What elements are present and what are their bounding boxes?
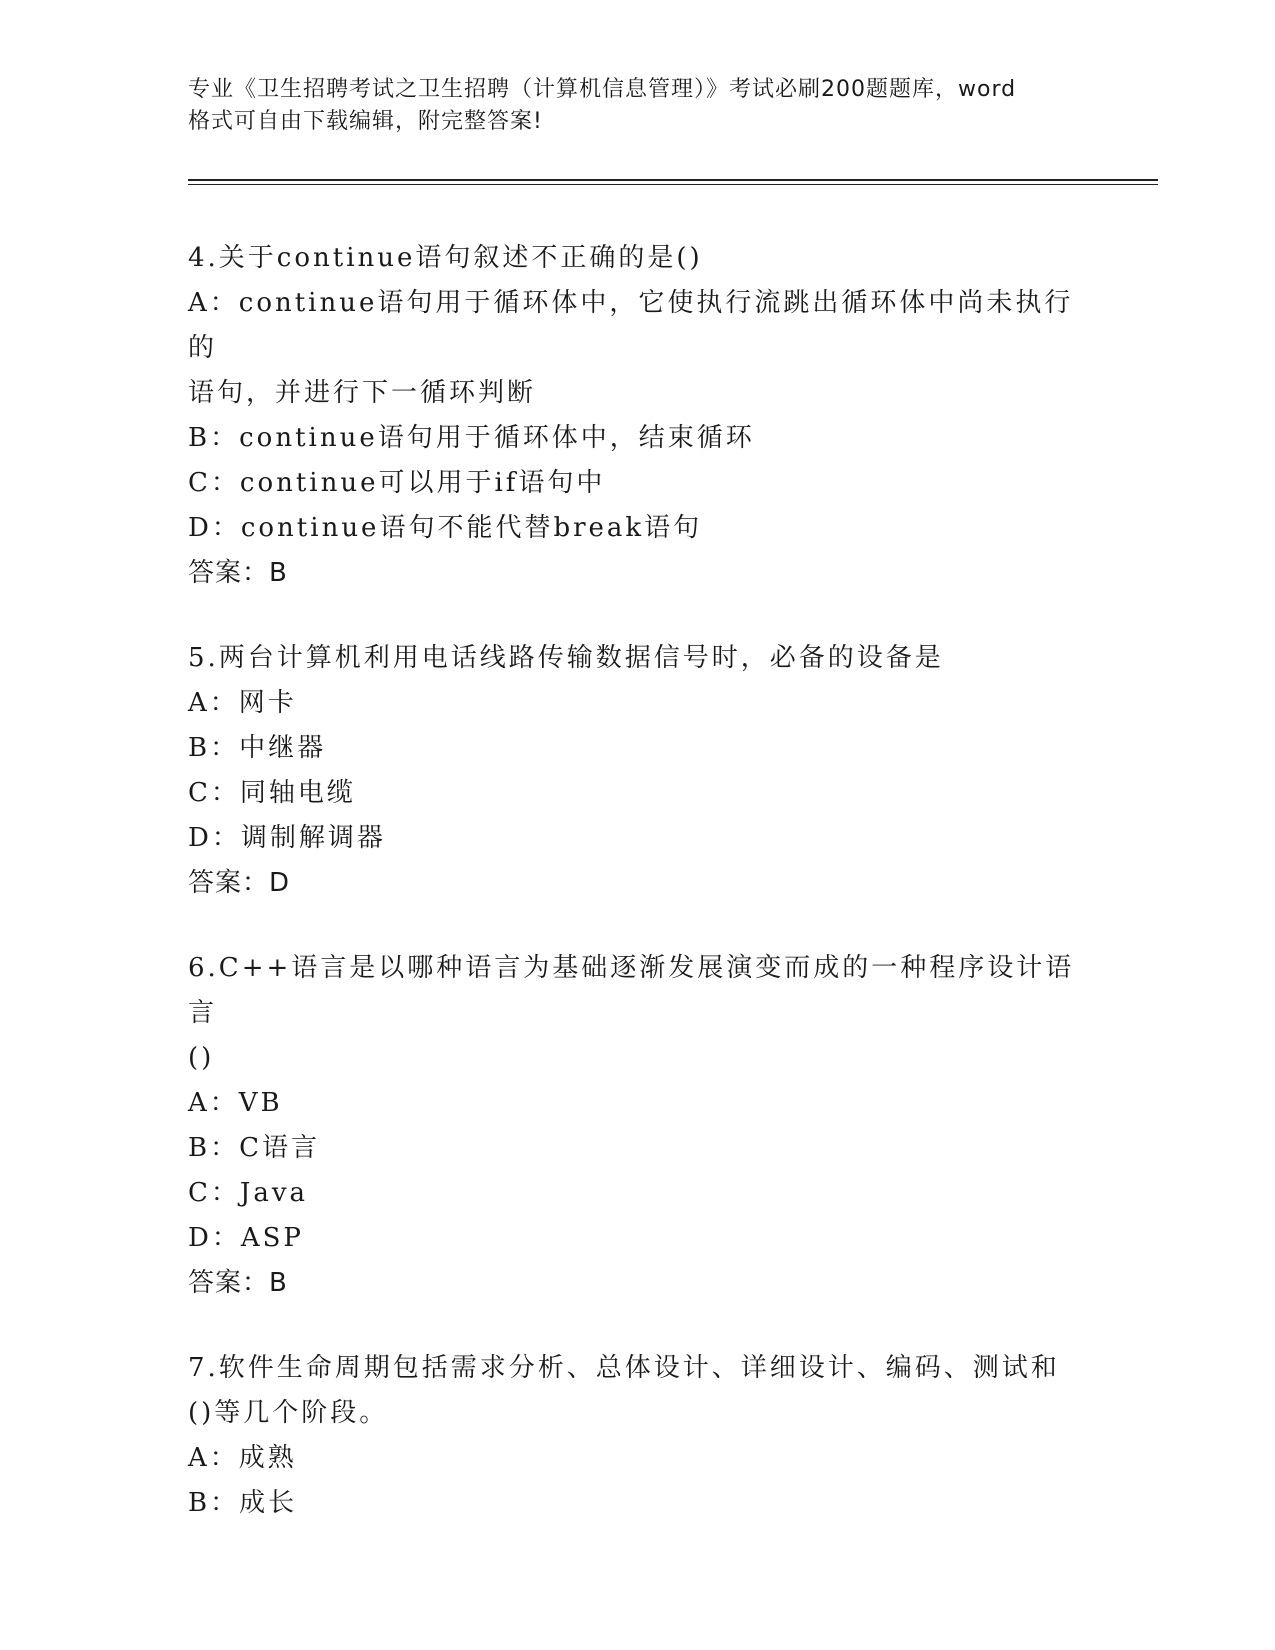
option-a: A：VB (188, 1088, 283, 1118)
option-c: C：同轴电缆 (188, 778, 356, 808)
question-text: 6.C++语言是以哪种语言为基础逐渐发展演变而成的一种程序设计语言 (188, 953, 1075, 1028)
option-b: B：continue语句用于循环体中，结束循环 (188, 423, 755, 453)
question-text: 5.两台计算机利用电话线路传输数据信号时，必备的设备是 (188, 643, 944, 673)
question-6 (188, 946, 1088, 1306)
question-5 (188, 636, 1088, 906)
question-text: 4.关于continue语句叙述不正确的是() (188, 243, 703, 273)
question-text-continued: () (188, 1043, 215, 1073)
option-d: D：ASP (188, 1223, 304, 1253)
option-a-continued: 语句，并进行下一循环判断 (188, 378, 537, 408)
option-b: B：成长 (188, 1488, 298, 1518)
question-text: 7.软件生命周期包括需求分析、总体设计、详细设计、编码、测试和 (188, 1353, 1060, 1383)
answer: 答案：B (188, 1268, 288, 1298)
header-divider-thick (188, 179, 1158, 181)
option-b: B：C语言 (188, 1133, 321, 1163)
question-7 (188, 1346, 1088, 1526)
option-b: B：中继器 (188, 733, 327, 763)
option-a: A：网卡 (188, 688, 297, 718)
header-line-2: 格式可自由下载编辑，附完整答案! (188, 109, 543, 134)
answer: 答案：B (188, 558, 288, 588)
header-line-1: 专业《卫生招聘考试之卫生招聘（计算机信息管理）》考试必刷200题题库，word (188, 77, 1017, 102)
header-divider-thin (188, 184, 1158, 185)
option-d: D：continue语句不能代替break语句 (188, 513, 703, 543)
question-text-continued: ()等几个阶段。 (188, 1398, 389, 1428)
question-4 (188, 236, 1088, 596)
answer: 答案：D (188, 868, 291, 898)
option-c: C：Java (188, 1178, 309, 1208)
question-list (188, 236, 1088, 1566)
option-d: D：调制解调器 (188, 823, 386, 853)
option-a: A：continue语句用于循环体中，它使执行流跳出循环体中尚未执行的 (188, 288, 1074, 363)
option-c: C：continue可以用于if语句中 (188, 468, 606, 498)
option-a: A：成熟 (188, 1443, 297, 1473)
document-header (188, 74, 1088, 138)
